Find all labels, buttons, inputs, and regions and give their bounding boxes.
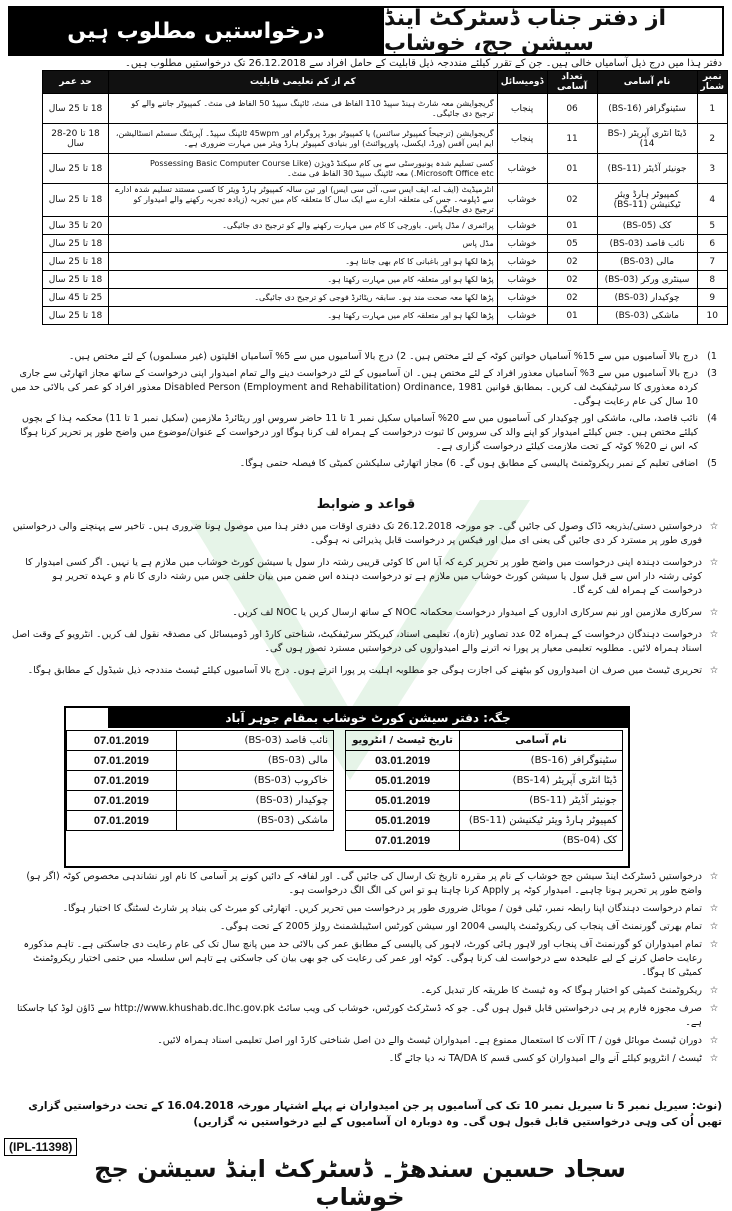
rule-text: دوران ٹیسٹ موبائل فون / IT آلات کا استعمال ممنوع ہے۔ امیدواران ٹیسٹ والے دن اصل شناختی کارڈ اور اصل تعلیمی اسناد ہمراہ لائیں۔: [157, 1035, 702, 1046]
star-icon: ☆: [709, 921, 719, 932]
row-age: 18 تا 25 سال: [43, 184, 109, 217]
header-post: نام آسامی: [597, 71, 697, 94]
row-serial: 9: [697, 289, 727, 307]
row-post: ماشکی (BS-03): [597, 307, 697, 325]
intro-text: دفتر ہذا میں درج ذیل آسامیاں خالی ہیں۔ جن کے تقرر کیلئے منددجہ ذیل قابلیت کے حامل افراد سے 26.12.2018 تک درخواستیں مطلوب ہیں۔: [124, 58, 722, 69]
notes-section: [10, 350, 722, 474]
star-icon: ☆: [709, 521, 719, 532]
row-qualification: گریجوایشن (ترجیحاً کمپیوٹر سائنس) یا کمپیوٹر بورڈ پروگرام اور 45wpm ٹائپنگ سپیڈ۔ آپریٹنگ سسٹم انسٹالیشن، ایم ایس آفس (ورڈ، ایکسل، پاورپوائنٹ) اور بنیادی کمپیوٹر ہارڈ ویئر میں مہارت ضروری ہے۔: [109, 124, 498, 154]
schedule-header-row: [346, 731, 623, 751]
rule-item: [10, 938, 722, 980]
row-qualification: انٹرمیڈیٹ (ایف اے، ایف ایس سی، آئی سی ایس) اور تین سالہ کمپیوٹر ہارڈ ویئر کا کسی مستند تسلیم شدہ ادارے سے ڈپلومہ۔ جس کی متعلقہ ادارے سے ایک سال کا متعلقہ کام میں تجربہ (زیادہ تجربہ رکھنے والے امیدوار کو ترجیح دی جائیگی)۔: [109, 184, 498, 217]
table-row: [43, 307, 728, 325]
row-count: 05: [547, 235, 597, 253]
row-age: 18 تا 25 سال: [43, 271, 109, 289]
star-icon: ☆: [709, 939, 719, 950]
schedule-date: 07.01.2019: [67, 771, 177, 791]
schedule-table-left: [66, 730, 334, 831]
star-icon: ☆: [709, 607, 719, 618]
row-post: جونیئر آڈیٹر (BS-11): [597, 154, 697, 184]
table-row: [43, 271, 728, 289]
footnote: (نوٹ: سیریل نمبر 5 تا سیریل نمبر 10 تک کی آسامیوں پر جن امیدواران نے پہلے اشتہار مورخہ 16.04.2018 کے تحت درخواستیں گزاری تھیں اُن کی وہی درخواستیں قابل قبول ہوں گی۔ وہ دوبارہ ان آسامیوں کے لیے درخواستیں نہ گزاریں): [28, 1100, 722, 1128]
schedule-date: 05.01.2019: [346, 791, 460, 811]
row-age: 18 تا 25 سال: [43, 154, 109, 184]
header-age: حد عمر: [43, 71, 109, 94]
rule-item: [10, 1052, 722, 1066]
schedule-row: [346, 791, 623, 811]
row-serial: 3: [697, 154, 727, 184]
header-domicile: ڈومیسائل: [497, 71, 547, 94]
table-row: [43, 217, 728, 235]
row-post: ڈیٹا انٹری آپریٹر (BS-14): [597, 124, 697, 154]
rule-item: [10, 556, 722, 598]
row-count: 06: [547, 94, 597, 124]
schedule-col-post: نام آسامی: [460, 731, 623, 751]
rule-item: [10, 984, 722, 998]
row-qualification: پرائمری / مڈل پاس۔ باورچی کا کام میں مہارت رکھنے والے کو ترجیح دی جائیگی۔: [109, 217, 498, 235]
rule-item: [10, 664, 722, 678]
schedule-date: 03.01.2019: [346, 751, 460, 771]
row-post: نائب قاصد (BS-03): [597, 235, 697, 253]
schedule-col-date: تاریخ ٹیسٹ / انٹرویو: [346, 731, 460, 751]
star-icon: ☆: [709, 1035, 719, 1046]
note-item: [10, 412, 722, 454]
row-domicile: پنجاب: [497, 94, 547, 124]
schedule-row: [346, 751, 623, 771]
row-age: 20 تا 35 سال: [43, 217, 109, 235]
table-row: [43, 184, 728, 217]
rule-item: [10, 628, 722, 656]
star-icon: ☆: [709, 629, 719, 640]
ipl-number: (IPL-11398): [4, 1138, 77, 1156]
rule-text: درخواست دہندہ اپنی درخواست میں واضح طور پر تحریر کرے کہ آیا اس کا کوئی قریبی رشتہ دار سول یا سیشن کورٹ خوشاب میں ملازم ہے یا نہیں۔ اگر کسی امیدوار کا کوئی رشتہ دار اس سے قبل سول یا سیشن کورٹ خوشاب میں ملازم ہے تو درخواست دہندہ اس ضمن میں بیان حلفی جس میں رشتہ داری کا نام و عہدہ تحریر ہو درخواست کے ہمراہ لف کرے گا۔: [25, 557, 702, 596]
schedule-post: خاکروب (BS-03): [176, 771, 333, 791]
rules-section: [10, 520, 722, 686]
star-icon: ☆: [709, 1003, 719, 1014]
schedule-post: ڈیٹا انٹری آپریٹر (BS-14): [460, 771, 623, 791]
schedule-row: [346, 811, 623, 831]
row-post: کمپیوٹر ہارڈ ویئر ٹیکنیشن (BS-11): [597, 184, 697, 217]
row-domicile: خوشاب: [497, 184, 547, 217]
office-title: از دفتر جناب ڈسٹرکٹ اینڈ سیشن جج، خوشاب: [382, 8, 722, 54]
star-icon: ☆: [709, 903, 719, 914]
row-count: 02: [547, 184, 597, 217]
schedule-row: [67, 771, 334, 791]
row-serial: 4: [697, 184, 727, 217]
row-age: 18 تا 25 سال: [43, 94, 109, 124]
table-row: [43, 253, 728, 271]
schedule-post: ماشکی (BS-03): [176, 811, 333, 831]
rule-item: [10, 902, 722, 916]
posts-table-header: [43, 71, 728, 94]
rule-item: [10, 920, 722, 934]
row-serial: 10: [697, 307, 727, 325]
table-row: [43, 289, 728, 307]
row-domicile: خوشاب: [497, 217, 547, 235]
star-icon: ☆: [709, 871, 719, 882]
note-item: [10, 457, 722, 471]
schedule-row: [346, 771, 623, 791]
row-count: 11: [547, 124, 597, 154]
row-qualification: کسی تسلیم شدہ یونیورسٹی سے بی کام سیکنڈ ڈویژن (Possessing Basic Computer Course Like Microsoft Office etc.) معہ ٹائپنگ سپیڈ 30 الفاظ فی منٹ۔: [109, 154, 498, 184]
signature: سجاد حسین سندھڑ۔ ڈسٹرکٹ اینڈ سیشن جج خوشاب: [94, 1155, 626, 1211]
row-serial: 6: [697, 235, 727, 253]
note-number: 4): [707, 413, 717, 424]
table-row: [43, 124, 728, 154]
row-serial: 7: [697, 253, 727, 271]
table-row: [43, 235, 728, 253]
row-post: سٹینوگرافر (BS-16): [597, 94, 697, 124]
row-count: 01: [547, 217, 597, 235]
row-age: 18 تا 25 سال: [43, 253, 109, 271]
row-domicile: خوشاب: [497, 289, 547, 307]
row-serial: 8: [697, 271, 727, 289]
schedule-row: [67, 791, 334, 811]
table-row: [43, 154, 728, 184]
applications-wanted-title: درخواستیں مطلوب ہیں: [10, 8, 382, 54]
row-count: 02: [547, 271, 597, 289]
rule-item: [10, 520, 722, 548]
header-banner: [8, 6, 724, 56]
row-serial: 1: [697, 94, 727, 124]
rule-text: ریکروٹمنٹ کمیٹی کو اختیار ہوگا کہ وہ ٹیسٹ کا طریقہ کار تبدیل کرے۔: [420, 985, 702, 996]
rule-text: تمام درخواست دہندگان اپنا رابطہ نمبر، ٹیلی فون / موبائل ضروری طور پر درخواست میں تحریر کریں۔ اتھارٹی کو میرٹ کی بنیاد پر شارٹ لسٹنگ کا اختیار ہوگا۔: [62, 903, 702, 914]
row-post: سینٹری ورکر (BS-03): [597, 271, 697, 289]
schedule-date: 07.01.2019: [67, 811, 177, 831]
schedule-row: [67, 731, 334, 751]
rule-text: درخواست دہندگان درخواست کے ہمراہ 02 عدد تصاویر (تازہ)، تعلیمی اسناد، کیریکٹر سرٹیفکیٹ، شناختی کارڈ اور ڈومیسائل کی مصدقہ نقول لف کریں۔ انٹرویو کے وقت اصل اسناد ہمراہ لائیں۔ مطلوبہ تعلیمی معیار پر پورا نہ اترنے والے امیدواروں کی درخواستیں مسترد تصور ہوں گی۔: [11, 629, 702, 654]
row-post: چوکیدار (BS-03): [597, 289, 697, 307]
note-number: 3): [707, 368, 717, 379]
row-post: مالی (BS-03): [597, 253, 697, 271]
schedule-table-right: [345, 730, 623, 851]
schedule-post: سٹینوگرافر (BS-16): [460, 751, 623, 771]
schedule-post: نائب قاصد (BS-03): [176, 731, 333, 751]
row-age: 18 تا 20-28 سال: [43, 124, 109, 154]
row-serial: 5: [697, 217, 727, 235]
rule-text: تحریری ٹیسٹ میں صرف ان امیدواروں کو بیٹھنے کی اجازت ہوگی جو مطلوبہ اہلیت پر پورا اترتے ہوں۔ درج بالا آسامیوں کیلئے ٹیسٹ منددجہ ذیل شیڈول کے مطابق ہوگا۔: [27, 665, 702, 676]
schedule-date: 07.01.2019: [346, 831, 460, 851]
rule-item: [10, 870, 722, 898]
row-age: 25 تا 45 سال: [43, 289, 109, 307]
rule-text: درخواستیں دستی/بذریعہ ڈاک وصول کی جائیں گی۔ جو مورخہ 26.12.2018 تک دفتری اوقات میں دفتر ہذا میں موصول ہونا ضروری ہیں۔ تاخیر سے پہنچنے والی درخواستیں فوری طور پر مسترد کر دی جائیں گی یعنی ای میل اور فیکس پر درخواست قابل پذیرائی نہ ہوگی۔: [12, 521, 702, 546]
star-icon: ☆: [709, 557, 719, 568]
row-count: 01: [547, 154, 597, 184]
rule-text: ٹیسٹ / انٹرویو کیلئے آنے والے امیدواران کو کسی قسم کا TA/DA نہ دیا جائے گا۔: [388, 1053, 702, 1064]
header-serial: نمبر شمار: [697, 71, 727, 94]
row-qualification: مڈل پاس: [109, 235, 498, 253]
row-count: 02: [547, 289, 597, 307]
row-domicile: خوشاب: [497, 271, 547, 289]
rule-item: [10, 606, 722, 620]
schedule-date: 05.01.2019: [346, 811, 460, 831]
row-count: 01: [547, 307, 597, 325]
rule-text: تمام امیدواران کو گورنمنٹ آف پنجاب اور لاہور ہائی کورٹ، لاہور کی پالیسی کے مطابق عمر کی بالائی حد میں پانچ سال تک کی عام رعایت دی جاسکتی ہے۔ تاہم مذکورہ رعایت حاصل کرنے کے لیے علیحدہ سے درخواست لف کرنا ہوگی۔ کوٹہ اور عمر کی رعایت کی جو بھی بیان کی جاسکتی ہے تاہم اس سلسلہ میں حتمی اختیار ریکروٹمنٹ کمیٹی کا ہوگا۔: [23, 939, 702, 978]
note-item: [10, 350, 722, 364]
posts-table: [42, 70, 728, 325]
schedule-date: 07.01.2019: [67, 731, 177, 751]
schedule-post: جونیئر آڈیٹر (BS-11): [460, 791, 623, 811]
row-post: کک (BS-05): [597, 217, 697, 235]
rule-item: [10, 1034, 722, 1048]
note-number: 5): [707, 458, 717, 469]
header-count: تعداد آسامی: [547, 71, 597, 94]
schedule-date: 07.01.2019: [67, 791, 177, 811]
row-qualification: پڑھا لکھا ہو اور متعلقہ کام میں مہارت رکھتا ہو۔: [109, 271, 498, 289]
row-qualification: پڑھا لکھا معہ صحت مند ہو۔ سابقہ ریٹائرڈ فوجی کو ترجیح دی جائیگی۔: [109, 289, 498, 307]
schedule-post: مالی (BS-03): [176, 751, 333, 771]
note-item: [10, 367, 722, 409]
header-qualification: کم از کم تعلیمی قابلیت: [109, 71, 498, 94]
schedule-heading: جگہ: دفتر سیشن کورٹ خوشاب بمقام جوہر آباد: [108, 708, 628, 728]
row-age: 18 تا 25 سال: [43, 235, 109, 253]
rule-text: درخواستیں ڈسٹرکٹ اینڈ سیشن جج خوشاب کے نام پر مقررہ تاریخ تک ارسال کی جائیں گی۔ اور لفافہ کے دائیں کونے پر آسامی کا نام اور نشاندہی مخصوص کوٹہ (اگر ہو) واضح طور پر تحریر ہونا چاہیے۔ امیدوار کوٹہ پر Apply کرنا چاہتا ہو تو اس کی الگ الگ درخواست ہو۔: [26, 871, 702, 896]
schedule-date: 07.01.2019: [67, 751, 177, 771]
note-text: درج بالا آسامیوں میں سے 3% آسامیاں معذور افراد کے لئے مختص ہیں۔ ان آسامیوں کے لئے درخواست دینے والے تمام امیدوار اپنی درخواست کے ساتھ مجاز اتھارٹی سے جاری کردہ معذوری کا سرٹیفکیٹ لف کریں۔ بمطابق قوانین Disabled Person (Employment and Rehabilitation) Ordinance, 1981 معذور افراد کو عمر کی بالائی حد میں 10 سال کی عام رعایت ہوگی۔: [10, 368, 698, 407]
note-text: نائب قاصد، مالی، ماشکی اور چوکیدار کی آسامیوں میں سے 20% آسامیاں سکیل نمبر 1 تا 11 حاضر سروس اور ریٹائرڈ ملازمین (سکیل نمبر 1 تا 11) محکمہ ہذا کے بچوں کیلئے مختص ہیں۔ جس کیلئے امیدوار کو اپنے والد کی سروس کا ثبوت درخواست کے ہمراہ لف کرنا ہوگا اور درخواست کے عنوان/موضوع میں واضح طور پر تحریر کرنا ہوگا کہ اس نے 20% کوٹہ کے تحت ملازمت کیلئے درخواست گزاری ہے۔: [20, 413, 698, 452]
row-domicile: پنجاب: [497, 124, 547, 154]
note-number: 1): [707, 351, 717, 362]
star-icon: ☆: [709, 985, 719, 996]
table-row: [43, 94, 728, 124]
row-qualification: گریجوایشن معہ شارٹ ہینڈ سپیڈ 110 الفاظ فی منٹ، ٹائپنگ سپیڈ 50 الفاظ فی منٹ۔ کمپیوٹر جاننے والے کو ترجیح دی جائیگی۔: [109, 94, 498, 124]
rule-text: تمام بھرتی گورنمنٹ آف پنجاب کی ریکروٹمنٹ پالیسی 2004 اور سیشن کورٹس اسٹیبلشمنٹ رولز 2005 کے تحت ہوگی۔: [219, 921, 702, 932]
row-serial: 2: [697, 124, 727, 154]
schedule-post: چوکیدار (BS-03): [176, 791, 333, 811]
schedule-post: کک (BS-04): [460, 831, 623, 851]
note-text: اضافی تعلیم کے نمبر ریکروٹمنٹ پالیسی کے مطابق ہوں گے۔ 6) مجاز اتھارٹی سلیکشن کمیٹی کا فیصلہ حتمی ہوگا۔: [239, 458, 698, 469]
row-age: 18 تا 25 سال: [43, 307, 109, 325]
row-qualification: پڑھا لکھا ہو اور متعلقہ کام میں مہارت رکھتا ہو۔: [109, 307, 498, 325]
row-domicile: خوشاب: [497, 154, 547, 184]
row-domicile: خوشاب: [497, 307, 547, 325]
rule-item: [10, 1002, 722, 1030]
schedule-row: [67, 811, 334, 831]
schedule-date: 05.01.2019: [346, 771, 460, 791]
schedule-post: کمپیوٹر ہارڈ ویئر ٹیکنیشن (BS-11): [460, 811, 623, 831]
row-qualification: پڑھا لکھا ہو اور باغبانی کا کام بھی جانتا ہو۔: [109, 253, 498, 271]
rules-title: قواعد و ضوابط: [316, 497, 416, 512]
star-icon: ☆: [709, 1053, 719, 1064]
note-text: درج بالا آسامیوں میں سے 15% آسامیاں خواتین کوٹہ کے لئے مختص ہیں۔ 2) درج بالا آسامیوں میں سے 5% آسامیاں اقلیتوں (غیر مسلموں) کے لئے مختص ہیں۔: [68, 351, 698, 362]
rule-text: سرکاری ملازمین اور نیم سرکاری اداروں کے امیدوار درخواست محکمانہ NOC کے ساتھ ارسال کریں یا NOC لف کریں۔: [232, 607, 702, 618]
row-domicile: خوشاب: [497, 253, 547, 271]
schedule-row: [346, 831, 623, 851]
row-count: 02: [547, 253, 597, 271]
row-domicile: خوشاب: [497, 235, 547, 253]
schedule-row: [67, 751, 334, 771]
star-icon: ☆: [709, 665, 719, 676]
rule-text: صرف مجوزہ فارم پر ہی درخواستیں قابل قبول ہوں گی۔ جو کہ ڈسٹرکٹ کورٹس، خوشاب کی ویب سائٹ http://www.khushab.dc.lhc.gov.pk سے ڈاؤن لوڈ کیا جاسکتا ہے۔: [17, 1003, 702, 1028]
rules-section-2: [10, 870, 722, 1070]
